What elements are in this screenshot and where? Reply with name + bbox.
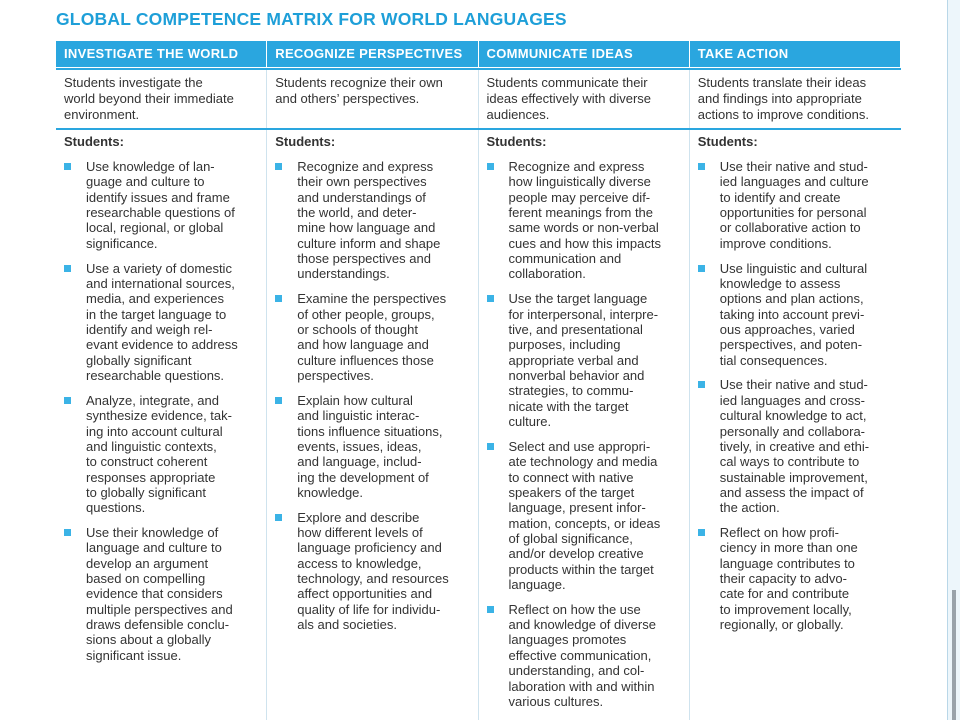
square-bullet-icon <box>275 397 282 404</box>
square-bullet-icon <box>64 163 71 170</box>
competency-item <box>487 602 683 709</box>
competency-item <box>64 525 260 663</box>
competency-text: Use the target language for interpersonal, interpre- tive, and presentational purposes, including appropriate verbal and nonverbal behavior and strategies, to commu- nicate with the target culture. <box>508 291 659 429</box>
square-bullet-icon <box>275 163 282 170</box>
column-body <box>267 130 478 720</box>
competency-item <box>487 159 683 282</box>
column-header-take-action: TAKE ACTION <box>690 41 901 67</box>
competency-list <box>64 159 260 663</box>
column-body <box>690 130 901 720</box>
competency-text: Recognize and express how linguistically diverse people may perceive dif- ferent meanings from the same words or non-verbal cues and how this impacts communication and collaboration. <box>508 159 661 282</box>
competency-item <box>487 291 683 429</box>
competency-item <box>275 393 471 500</box>
competencies-row <box>56 130 901 720</box>
competency-item <box>64 261 260 384</box>
square-bullet-icon <box>698 381 705 388</box>
students-label: Students: <box>697 134 758 149</box>
students-label: Students: <box>275 134 336 149</box>
square-bullet-icon <box>487 606 494 613</box>
square-bullet-icon <box>275 514 282 521</box>
competency-text: Select and use appropri- ate technology and media to connect with native speakers of the target language, present infor- mation, concepts, or ideas of global significance, and/or develop creative products within the target language. <box>508 438 661 592</box>
competency-item <box>64 393 260 516</box>
square-bullet-icon <box>487 163 494 170</box>
competency-text: Reflect on how profi- ciency in more than one language contributes to their capacity to advo- cate for and contribute to improvement locally, regionally, or globally. <box>719 525 858 633</box>
competency-text: Use linguistic and cultural knowledge to assess options and plan actions, taking into account previ- ous approaches, varied perspectives, and poten- tial consequences. <box>719 260 868 368</box>
square-bullet-icon <box>698 265 705 272</box>
competency-text: Analyze, integrate, and synthesize evidence, tak- ing into account cultural and linguistic contexts, to construct coherent responses appropriate to globally significant questions. <box>86 392 232 516</box>
competency-item <box>698 261 895 368</box>
competency-text: Recognize and express their own perspectives and understandings of the world, and deter- mine how language and culture inform and shape those perspectives and understandings. <box>297 159 441 282</box>
competency-item <box>275 510 471 633</box>
competency-item <box>275 159 471 282</box>
column-body <box>479 130 690 720</box>
square-bullet-icon <box>487 443 494 450</box>
column-description: Students investigate the world beyond their immediate environment. <box>56 70 267 128</box>
competence-matrix-table <box>56 41 901 720</box>
page-title: GLOBAL COMPETENCE MATRIX FOR WORLD LANGUAGES <box>56 9 567 29</box>
square-bullet-icon <box>64 397 71 404</box>
square-bullet-icon <box>64 265 71 272</box>
square-bullet-icon <box>275 295 282 302</box>
competency-text: Use a variety of domestic and international sources, media, and experiences in the target language to identify and weigh rel- evant evidence to address globally significant researchable questions. <box>86 260 238 383</box>
column-description: Students recognize their own and others’ perspectives. <box>267 70 478 128</box>
competency-text: Explain how cultural and linguistic interac- tions influence situations, events, issues, ideas, and language, includ- ing the development of knowledge. <box>297 392 443 500</box>
students-label: Students: <box>64 134 124 149</box>
competency-text: Use their knowledge of language and culture to develop an argument based on compelling evidence that considers multiple perspectives and draws defensible conclu- sions about a globally significant issue. <box>86 525 233 663</box>
square-bullet-icon <box>64 529 71 536</box>
competency-item <box>487 439 683 592</box>
competency-list <box>275 159 471 632</box>
competency-text: Use their native and stud- ied languages and culture to identify and create opportunities for personal or collaborative action to improve conditions. <box>719 159 869 251</box>
competency-text: Examine the perspectives of other people, groups, or schools of thought and how language and culture influences those perspectives. <box>297 291 447 383</box>
competency-item <box>698 159 895 251</box>
competency-item <box>698 377 895 515</box>
square-bullet-icon <box>698 529 705 536</box>
competency-text: Reflect on how the use and knowledge of diverse languages promotes effective communication, understanding, and col- laboration with and within various cultures. <box>508 601 656 709</box>
competency-text: Use their native and stud- ied languages and cross- cultural knowledge to act, personally and collabora- tively, in creative and ethi- cal ways to contribute to sustainable improvement, and assess the impact of the action. <box>719 377 870 516</box>
column-description: Students communicate their ideas effectively with diverse audiences. <box>479 70 690 128</box>
column-header-investigate: INVESTIGATE THE WORLD <box>56 41 267 67</box>
column-description: Students translate their ideas and findings into appropriate actions to improve conditions. <box>697 75 870 122</box>
competency-text: Explore and describe how different levels of language proficiency and access to knowledge, technology, and resources affect opportunities and quality of life for individu- als and societies. <box>297 509 449 633</box>
competency-item <box>698 525 895 632</box>
column-header-communicate: COMMUNICATE IDEAS <box>479 41 690 67</box>
column-body <box>56 130 267 720</box>
students-label: Students: <box>486 134 547 149</box>
competency-item <box>275 291 471 383</box>
competency-text: Use knowledge of lan- guage and culture to identify issues and frame researchable questions of local, regional, or global significance. <box>86 159 235 251</box>
competency-item <box>64 159 260 251</box>
competency-list <box>698 159 895 632</box>
description-row <box>56 68 901 130</box>
competency-list <box>487 159 683 709</box>
window-edge <box>952 590 956 720</box>
square-bullet-icon <box>698 163 705 170</box>
square-bullet-icon <box>487 295 494 302</box>
column-header-recognize: RECOGNIZE PERSPECTIVES <box>267 41 478 67</box>
